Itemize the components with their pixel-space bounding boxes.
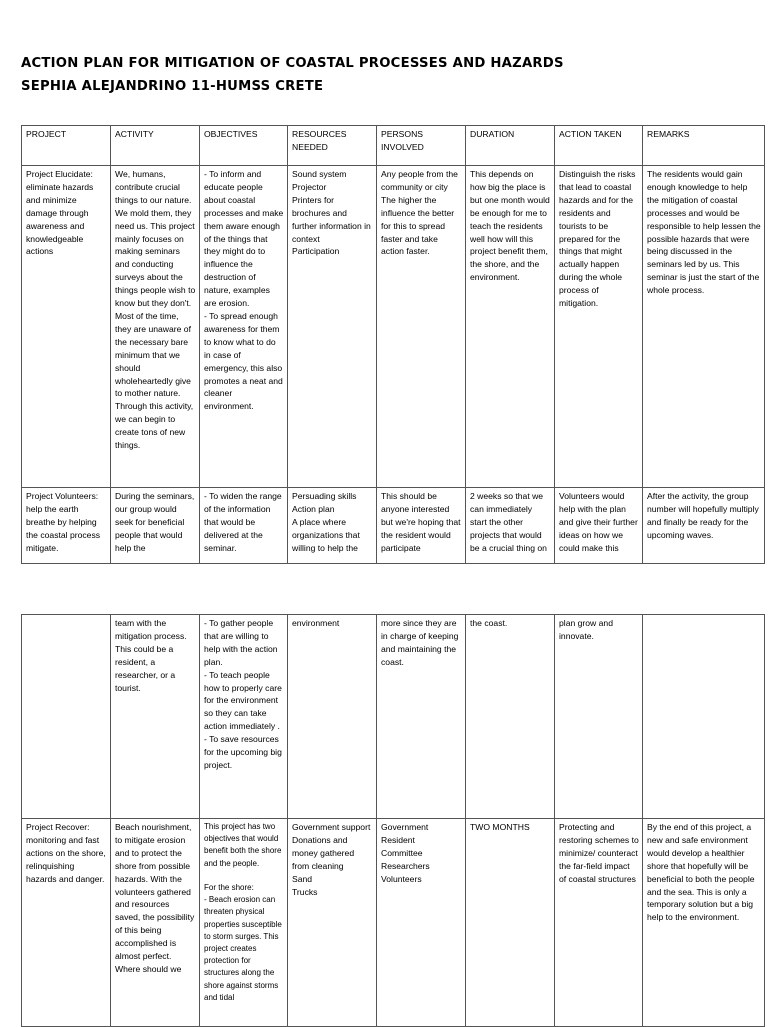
table-cell: Any people from the community or city The higher the influence the better for this to spread faster and take action faster. — [377, 166, 466, 488]
header-cell: PROJECT — [22, 126, 111, 166]
author-line: SEPHIA ALEJANDRINO 11-HUMSS CRETE — [21, 79, 324, 94]
header-cell: REMARKS — [643, 126, 765, 166]
table-cell: By the end of this project, a new and safe environment would develop a healthier shore that hopefully will be beneficial to both the people and the sea. This is only a temporary solution but a big help to the environment. — [643, 819, 765, 1027]
table-cell — [22, 615, 111, 819]
table-cell: Project Elucidate: eliminate hazards and minimize damage through awareness and knowledgeable actions — [22, 166, 111, 488]
action-plan-table-part1 — [21, 125, 765, 564]
table-row — [22, 819, 765, 1027]
table-cell: The residents would gain enough knowledge to help the mitigation of coastal processes and would be responsible to help lessen the possible hazards that were being discussed in the seminars led by us. This seminar is just the start of the whole process. — [643, 166, 765, 488]
table-cell: Government support Donations and money gathered from cleaning Sand Trucks — [288, 819, 377, 1027]
table-cell: This project has two objectives that would benefit both the shore and the people. For the shore: - Beach erosion can threaten physical properties susceptible to storm surges. This project creates protection for structures along the shore against storms and tidal — [200, 819, 288, 1027]
table-row — [22, 166, 765, 488]
table-cell: After the activity, the group number will hopefully multiply and finally be ready for the upcoming waves. — [643, 488, 765, 564]
table-cell: - To widen the range of the information that would be delivered at the seminar. — [200, 488, 288, 564]
header-cell: ACTION TAKEN — [555, 126, 643, 166]
header-cell: RESOURCES NEEDED — [288, 126, 377, 166]
table-cell: Project Volunteers: help the earth breathe by helping the coastal process mitigate. — [22, 488, 111, 564]
table-cell: team with the mitigation process. This could be a resident, a researcher, or a tourist. — [111, 615, 200, 819]
table-cell: This should be anyone interested but we're hoping that the resident would participate — [377, 488, 466, 564]
table-cell: the coast. — [466, 615, 555, 819]
table-cell: Protecting and restoring schemes to minimize/ counteract the far-field impact of coastal structures — [555, 819, 643, 1027]
action-plan-table-part2 — [21, 614, 765, 1027]
table-cell — [643, 615, 765, 819]
table-cell: During the seminars, our group would seek for beneficial people that would help the — [111, 488, 200, 564]
table-cell: Sound system Projector Printers for brochures and further information in context Participation — [288, 166, 377, 488]
table-cell: Project Recover: monitoring and fast actions on the shore, relinquishing hazards and danger. — [22, 819, 111, 1027]
header-cell: PERSONS INVOLVED — [377, 126, 466, 166]
table-cell: Beach nourishment, to mitigate erosion and to protect the shore from possible hazards. With the volunteers gathered and resources saved, the possibility of this being accomplished is almost perfect. Where should we — [111, 819, 200, 1027]
table-cell: We, humans, contribute crucial things to our nature. We mold them, they need us. This project mainly focuses on making seminars and conducting surveys about the things people wish to know but they don't. Most of the time, they are unaware of the necessary bare minimum that we should wholeheartedly give to mother nature. Through this activity, we can begin to create tons of new things. — [111, 166, 200, 488]
table-cell: Distinguish the risks that lead to coastal hazards and for the residents and tourists to be prepared for the things that might actually happen during the whole process of mitigation. — [555, 166, 643, 488]
table-cell: more since they are in charge of keeping and maintaining the coast. — [377, 615, 466, 819]
table-cell: - To inform and educate people about coastal processes and make them aware enough of the things that they might do to influence the destruction of nature, examples are erosion. - To spread enough awareness for them to know what to do in case of emergency, this also promotes a neat and cleaner environment. — [200, 166, 288, 488]
table-cell: Volunteers would help with the plan and give their further ideas on how we could make this — [555, 488, 643, 564]
table-row — [22, 615, 765, 819]
table-cell: plan grow and innovate. — [555, 615, 643, 819]
header-cell: ACTIVITY — [111, 126, 200, 166]
table-cell: 2 weeks so that we can immediately start the other projects that would be a crucial thing on — [466, 488, 555, 564]
table-cell: environment — [288, 615, 377, 819]
table-cell: Government Resident Committee Researchers Volunteers — [377, 819, 466, 1027]
header-cell: DURATION — [466, 126, 555, 166]
table-cell: This depends on how big the place is but one month would be enough for me to teach the residents well how will this project benefit them, the shore, and the environment. — [466, 166, 555, 488]
document-title: ACTION PLAN FOR MITIGATION OF COASTAL PROCESSES AND HAZARDS — [21, 56, 564, 71]
table-row — [22, 488, 765, 564]
table-cell: TWO MONTHS — [466, 819, 555, 1027]
header-row — [22, 126, 765, 166]
header-cell: OBJECTIVES — [200, 126, 288, 166]
table-cell: - To gather people that are willing to help with the action plan. - To teach people how to properly care for the environment so they can take action immediately . - To save resources for the upcoming big project. — [200, 615, 288, 819]
table-cell: Persuading skills Action plan A place where organizations that willing to help the — [288, 488, 377, 564]
